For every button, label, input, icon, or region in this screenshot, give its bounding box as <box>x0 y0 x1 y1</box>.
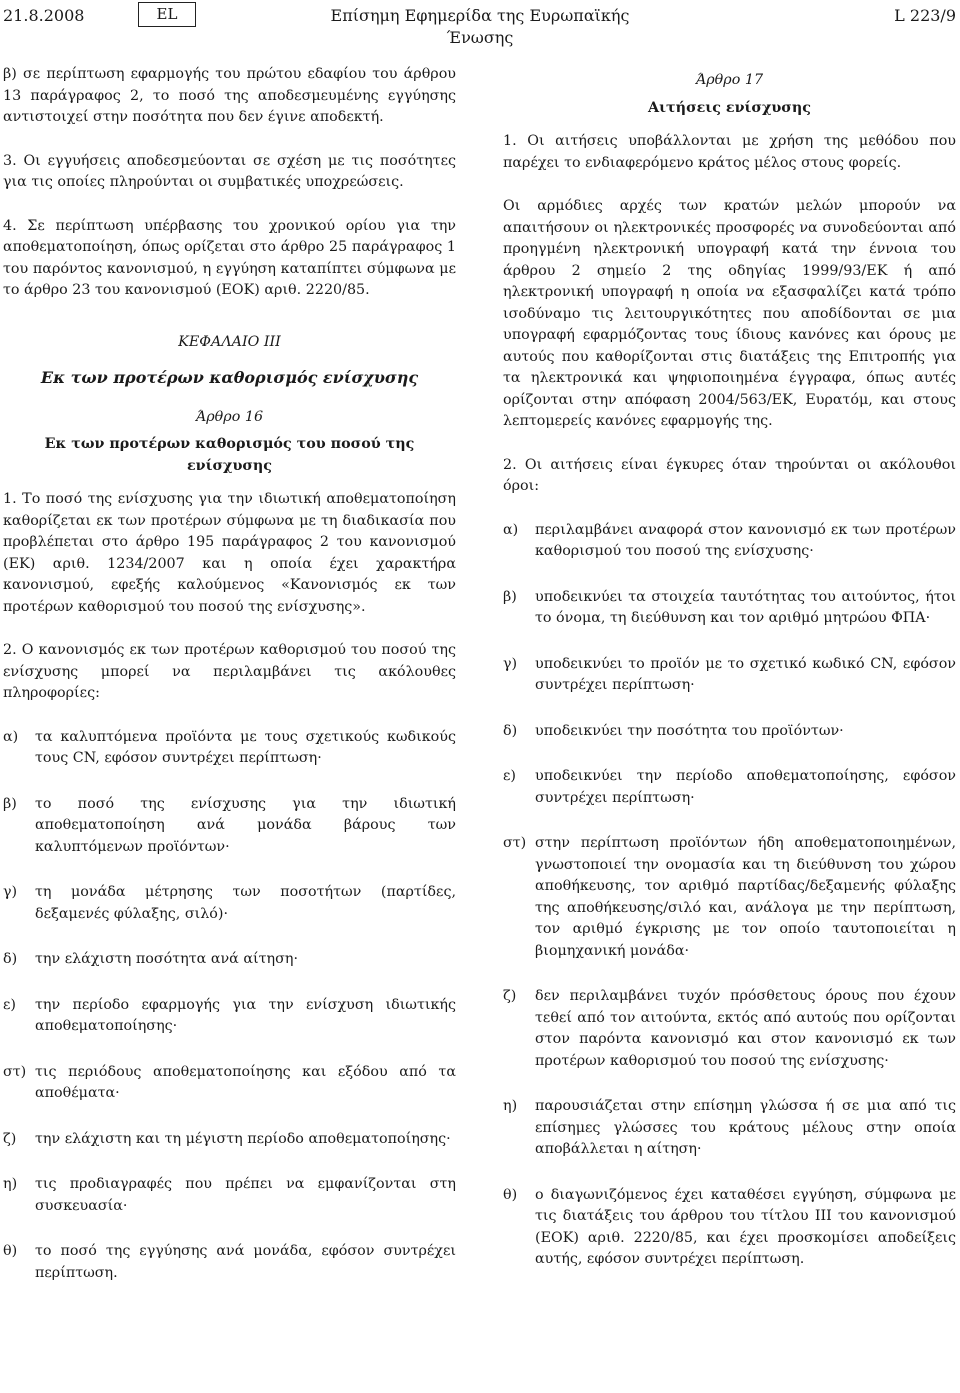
list-item <box>503 766 956 809</box>
list-item-label: γ) <box>3 884 18 900</box>
paragraph-3: 3. Οι εγγυήσεις αποδεσμεύονται σε σχέση με τις ποσότητες για τις οποίες πληρούνται οι συμβατικές υποχρεώσεις. <box>3 152 456 190</box>
list-item <box>503 520 956 563</box>
list-item <box>3 882 456 925</box>
list-item-text: ο διαγωνιζόμενος έχει καταθέσει εγγύηση, σύμφωνα με τις διατάξεις του άρθρου του τίτλου III του κανονισμού (ΕΟΚ) αριθ. 2220/85, και έχει προσκομίσει αποδείξεις αυτής, εφόσον συντρέχει περίπτωση. <box>535 1186 956 1267</box>
list-item <box>3 1174 456 1217</box>
list-item-text: την ελάχιστη και τη μέγιστη περίοδο αποθεματοποίησης· <box>35 1130 451 1147</box>
article-16-paragraph-2: 2. Ο κανονισμός εκ των προτέρων καθορισμού του ποσού της ενίσχυσης μπορεί να περιλαμβάνει τις ακόλουθες πληροφορίες: <box>3 642 456 701</box>
list-item-text: την ελάχιστη ποσότητα ανά αίτηση· <box>35 951 298 967</box>
list-item <box>503 1096 956 1161</box>
list-item-text: το ποσό της εγγύησης ανά μονάδα, εφόσον συντρέχει περίπτωση. <box>35 1243 456 1281</box>
list-item <box>3 794 456 859</box>
list-item-label: ε) <box>3 996 16 1013</box>
list-item <box>503 833 956 962</box>
list-item <box>503 721 956 743</box>
list-item <box>3 1129 456 1151</box>
list-item-text: παρουσιάζεται στην επίσημη γλώσσα ή σε μια από τις επίσημες γλώσσες του κράτους μέλους στην οποία αποβάλλεται η αίτηση· <box>535 1098 956 1157</box>
list-item-text: υποδεικνύει τα στοιχεία ταυτότητας του αιτούντος, ήτοι το όνομα, τη διεύθυνση και τον αριθμό μητρώου ΦΠΑ· <box>535 588 956 626</box>
list-item-label: θ) <box>503 1186 518 1203</box>
list-item-label: β) <box>3 795 17 812</box>
article-17-list <box>503 520 956 1271</box>
article-16-number: Άρθρο 16 <box>195 408 264 425</box>
list-item-text: δεν περιλαμβάνει τυχόν πρόσθετους όρους που έχουν τεθεί από τον αιτούντα, εκτός από αυτούς που ορίζονται στον παρόντα κανονισμό και στον κανονισμό εκ των προτέρων καθορισμού του ποσού της ενίσχυσης· <box>535 988 956 1069</box>
left-column <box>3 64 456 1308</box>
list-item <box>3 727 456 770</box>
list-item <box>3 949 456 971</box>
list-item-text: υποδεικνύει την περίοδο αποθεματοποίησης, εφόσον συντρέχει περίπτωση· <box>535 768 956 806</box>
list-item-label: στ) <box>3 1063 27 1080</box>
list-item <box>503 654 956 697</box>
chapter-title: Εκ των προτέρων καθορισμός ενίσχυσης <box>40 368 419 387</box>
article-16-paragraph-1: 1. Το ποσό της ενίσχυσης για την ιδιωτική αποθεματοποίηση καθορίζεται εκ των προτέρων σύμφωνα με τη διαδικασία που προβλέπεται στο άρθρο 195 παράγραφος 2 του κανονισμού (ΕΚ) αριθ. 1234/2007 και η οποία έχει χαρακτήρα κανονισμού, εφεξής καλούμενος «Κανονισμός εκ των προτέρων καθορισμού του ποσού της ενίσχυσης». <box>3 491 456 615</box>
list-item-label: ε) <box>503 768 516 784</box>
list-item-text: τις περιόδους αποθεματοποίησης και εξόδου από τα αποθέματα· <box>35 1063 456 1101</box>
list-item-label: ζ) <box>503 988 517 1004</box>
article-17-paragraph-1-continued: Οι αρμόδιες αρχές των κρατών μελών μπορούν να απαιτήσουν οι ηλεκτρονικές προσφορές να συνοδεύονται από προηγμένη ηλεκτρονική υπογραφή κατά την έννοια του άρθρου 2 σημείο 2 της οδηγίας 1999/93/ΕΚ ή από ηλεκτρονική υπογραφή η οποία να εξασφαλίζει κατά τρόπο ισοδύναμο τις λειτουργικότητες που αποδίδονται σε μια υπογραφή εφαρμόζοντας τους ίδιους κανόνες και όρους με αυτούς που καθορίζονται στις διατάξεις της Επιτροπής για τα ηλεκτρονικά και ψηφιοποιημένα έγγραφα, όπως αυτές ορίζονται στην απόφαση 2004/563/ΕΚ, Ευρατόμ, και στους λεπτομερείς κανόνες εφαρμογής της. <box>503 198 956 429</box>
list-item <box>503 1185 956 1271</box>
list-item-label: δ) <box>3 951 18 967</box>
publication-date: 21.8.2008 <box>3 6 85 25</box>
right-column <box>503 64 956 1295</box>
list-item-text: στην περίπτωση προϊόντων ήδη αποθεματοποιημένων, γνωστοποιεί την ονομασία και τη διεύθυνση του χώρου αποθήκευσης, τον αριθμό παρτίδας/δεξαμενής φύλαξης της αποθήκευσης/σιλό και, ανάλογα με την περίπτωση, τον αριθμό έγκρισης με τον οποίο ταυτοποιείται η βιομηχανική μονάδα· <box>535 835 956 959</box>
list-item-text: το ποσό της ενίσχυσης για την ιδιωτική αποθεματοποίηση ανά μονάδα βάρους των καλυπτόμενων προϊόντων· <box>35 795 456 855</box>
list-item-text: υποδεικνύει την ποσότητα του προϊόντων· <box>535 722 844 739</box>
list-item <box>503 587 956 630</box>
article-17-paragraph-2: 2. Οι αιτήσεις είναι έγκυρες όταν τηρούνται οι ακόλουθοι όροι: <box>503 456 956 494</box>
list-item-label: θ) <box>3 1243 18 1259</box>
list-item <box>3 995 456 1038</box>
list-item-label: α) <box>503 521 519 538</box>
list-item-label: ζ) <box>3 1130 17 1147</box>
page-number: L 223/9 <box>894 6 956 25</box>
list-item-label: α) <box>3 728 19 745</box>
page-header <box>0 0 960 47</box>
list-item-label: στ) <box>503 835 527 851</box>
list-item-label: η) <box>3 1176 18 1192</box>
article-17-paragraph-1: 1. Οι αιτήσεις υποβάλλονται με χρήση της μεθόδου που παρέχει το ενδιαφερόμενο κράτος μέλος στους φορείς. <box>503 133 956 171</box>
list-item-text: τα καλυπτόμενα προϊόντα με τους σχετικούς κωδικούς τους CN, εφόσον συντρέχει περίπτωση· <box>35 728 456 766</box>
list-item-label: β) <box>503 588 517 605</box>
list-item-text: υποδεικνύει το προϊόν με το σχετικό κωδικό CN, εφόσον συντρέχει περίπτωση· <box>535 655 956 693</box>
article-16-list <box>3 727 456 1285</box>
list-item-label: η) <box>503 1098 518 1114</box>
paragraph-b: β) σε περίπτωση εφαρμογής του πρώτου εδαφίου του άρθρου 13 παράγραφος 2, το ποσό της αποδεσμευμένης εγγύησης αντιστοιχεί στην ποσότητα που δεν έγινε αποδεκτή. <box>3 66 456 125</box>
paragraph-4: 4. Σε περίπτωση υπέρβασης του χρονικού ορίου για την αποθεματοποίηση, όπως ορίζεται στο άρθρο 25 παράγραφος 1 του παρόντος κανονισμού, η εγγύηση καταπίπτει σύμφωνα με το άρθρο 23 του κανονισμού (ΕΟΚ) αριθ. 2220/85. <box>3 217 456 298</box>
list-item-text: περιλαμβάνει αναφορά στον κανονισμό εκ των προτέρων καθορισμού του ποσού της ενίσχυσης· <box>535 521 956 559</box>
list-item-text: τις προδιαγραφές που πρέπει να εμφανίζονται στη συσκευασία· <box>35 1176 456 1214</box>
list-item-text: την περίοδο εφαρμογής για την ενίσχυση ιδιωτικής αποθεματοποίησης· <box>35 996 456 1034</box>
chapter-heading: ΚΕΦΑΛΑΙΟ III <box>178 333 281 350</box>
list-item <box>3 1241 456 1284</box>
article-16-title: Εκ των προτέρων καθορισμός του ποσού της ενίσχυσης <box>44 436 415 474</box>
language-code-box: EL <box>138 2 196 27</box>
list-item-label: γ) <box>503 655 518 672</box>
list-item-text: τη μονάδα μέτρησης των ποσοτήτων (παρτίδες, δεξαμενές φύλαξης, σιλό)· <box>35 884 456 922</box>
article-17-number: Άρθρο 17 <box>695 72 764 88</box>
list-item-label: δ) <box>503 722 518 739</box>
journal-title: Επίσημη Εφημερίδα της Ευρωπαϊκής Ένωσης <box>330 6 630 47</box>
list-item <box>3 1062 456 1105</box>
list-item <box>503 986 956 1072</box>
article-17-title: Αιτήσεις ενίσχυσης <box>648 99 811 116</box>
